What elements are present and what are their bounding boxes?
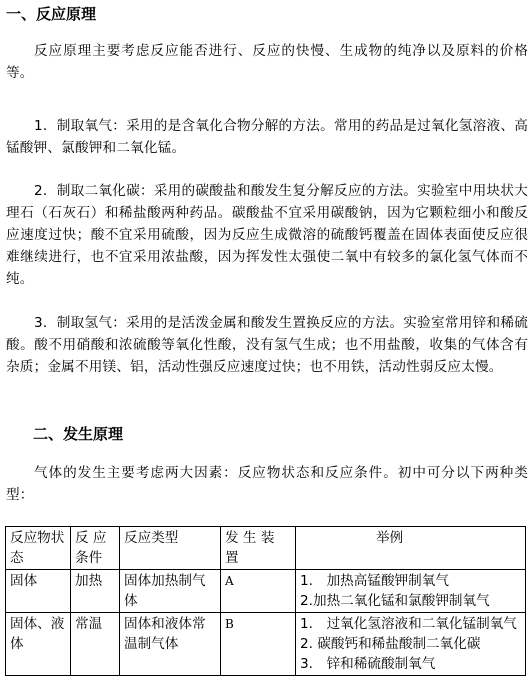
cell-state: 固体 xyxy=(6,570,71,613)
cell-condition: 常温 xyxy=(71,613,120,676)
section-heading-generation-principle: 二、发生原理 xyxy=(33,425,124,443)
example-line: 1. 加热高锰酸钾制氧气 xyxy=(300,573,449,589)
section-heading-reaction-principle: 一、反应原理 xyxy=(6,5,97,23)
cell-device: B xyxy=(221,613,296,676)
oxygen-preparation-paragraph: 1．制取氧气：采用的是含氧化合物分解的方法。常用的药品是过氧化氢溶液、高锰酸钾、氯酸钾和二氧化锰。 xyxy=(6,118,528,156)
example-line: 1. 过氧化氢溶液和二氧化锰制氧气 xyxy=(300,616,517,632)
cell-examples xyxy=(296,613,526,676)
header-reaction-type: 反应类型 xyxy=(120,527,221,570)
gas-generation-table xyxy=(5,526,526,676)
header-examples: 举例 xyxy=(296,527,526,570)
hydrogen-preparation-paragraph: 3．制取氢气：采用的是活泼金属和酸发生置换反应的方法。实验室常用锌和稀硫酸。酸不用硝酸和浓硫酸等氧化性酸，没有氢气生成；也不用盐酸，收集的气体含有杂质；金属不用镁、铝，活动性强反应速度过快；也不用铁，活动性弱反应太慢。 xyxy=(6,315,528,375)
cell-examples xyxy=(296,570,526,613)
header-generation-device: 发 生 装 置 xyxy=(221,527,296,570)
header-reaction-condition: 反 应 条件 xyxy=(71,527,120,570)
carbon-dioxide-preparation-paragraph: 2．制取二氧化碳：采用的碳酸盐和酸发生复分解反应的方法。实验室中用块状大理石（石灰石）和稀盐酸两种药品。碳酸盐不宜采用碳酸钠，因为它颗粒细小和酸反应速度过快；酸不宜采用硫酸，因为反应生成微溶的硫酸钙覆盖在固体表面使反应很难继续进行，也不宜采用浓盐酸，因为挥发性太强使二氧中有较多的氯化氢气体而不纯。 xyxy=(6,183,528,287)
reaction-principle-intro: 反应原理主要考虑反应能否进行、反应的快慢、生成物的纯净以及原料的价格等。 xyxy=(6,43,528,81)
cell-type: 固体加热制气体 xyxy=(120,570,221,613)
cell-type: 固体和液体常温制气体 xyxy=(120,613,221,676)
generation-principle-intro: 气体的发生主要考虑两大因素：反应物状态和反应条件。初中可分以下两种类型： xyxy=(6,465,528,503)
header-reactant-state: 反应物状态 xyxy=(6,527,71,570)
table-row xyxy=(6,570,526,613)
example-line: 3. 锌和稀硫酸制氧气 xyxy=(300,656,436,672)
table-header-row xyxy=(6,527,526,570)
cell-device: A xyxy=(221,570,296,613)
cell-state: 固体、液体 xyxy=(6,613,71,676)
example-line: 2. 碳酸钙和稀盐酸制二氧化碳 xyxy=(300,636,481,652)
table-row xyxy=(6,613,526,676)
example-line: 2.加热二氧化锰和氯酸钾制氧气 xyxy=(300,593,490,609)
cell-condition: 加热 xyxy=(71,570,120,613)
